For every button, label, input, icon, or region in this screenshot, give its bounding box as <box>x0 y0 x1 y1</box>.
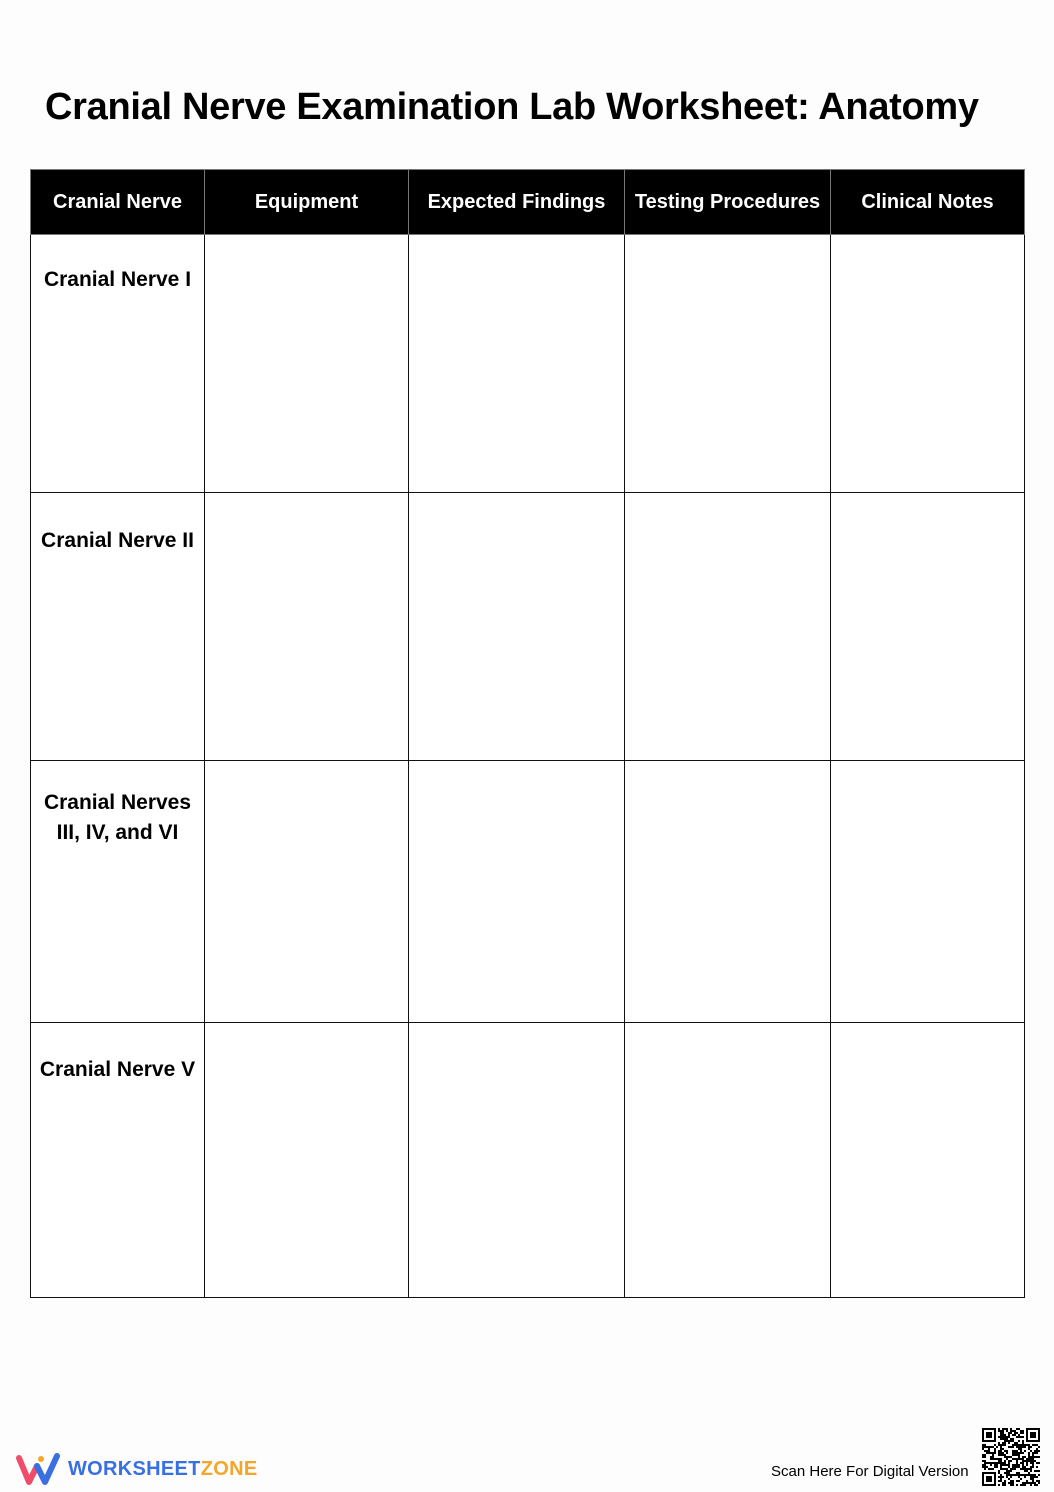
clinical-notes-cell[interactable] <box>831 1023 1025 1298</box>
header-expected-findings: Expected Findings <box>409 170 625 235</box>
equipment-cell[interactable] <box>205 493 409 761</box>
brand-part-worksheet: WORKSHEET <box>68 1457 201 1480</box>
table-row <box>31 1023 1025 1298</box>
testing-procedures-cell[interactable] <box>625 1023 831 1298</box>
nerve-cell <box>31 1023 205 1298</box>
nerve-cell <box>31 761 205 1023</box>
clinical-notes-cell[interactable] <box>831 761 1025 1023</box>
brand-part-zone: ZONE <box>200 1457 258 1480</box>
clinical-notes-cell[interactable] <box>831 235 1025 493</box>
table-row <box>31 761 1025 1023</box>
header-cranial-nerve: Cranial Nerve <box>31 170 205 235</box>
nerve-cell <box>31 235 205 493</box>
nerve-label-line-2: III, IV, and VI <box>56 821 179 844</box>
table-row <box>31 493 1025 761</box>
header-testing-procedures: Testing Procedures <box>625 170 831 235</box>
expected-findings-cell[interactable] <box>409 235 625 493</box>
equipment-cell[interactable] <box>205 761 409 1023</box>
nerve-label: Cranial Nerve V <box>39 1058 196 1081</box>
worksheet-table <box>30 169 1025 1298</box>
clinical-notes-cell[interactable] <box>831 493 1025 761</box>
header-clinical-notes: Clinical Notes <box>831 170 1025 235</box>
expected-findings-cell[interactable] <box>409 1023 625 1298</box>
qr-code-icon[interactable] <box>982 1428 1040 1486</box>
testing-procedures-cell[interactable] <box>625 493 831 761</box>
scan-text: Scan Here For Digital Version <box>771 1463 969 1480</box>
expected-findings-cell[interactable] <box>409 493 625 761</box>
nerve-label: Cranial Nerve II <box>41 529 194 552</box>
header-equipment: Equipment <box>205 170 409 235</box>
table-row <box>31 235 1025 493</box>
testing-procedures-cell[interactable] <box>625 761 831 1023</box>
equipment-cell[interactable] <box>205 235 409 493</box>
table-header-row <box>31 170 1025 235</box>
expected-findings-cell[interactable] <box>409 761 625 1023</box>
equipment-cell[interactable] <box>205 1023 409 1298</box>
testing-procedures-cell[interactable] <box>625 235 831 493</box>
nerve-label: Cranial Nerve I <box>43 268 192 291</box>
page-title: Cranial Nerve Examination Lab Worksheet: Anatomy <box>45 86 979 128</box>
nerve-cell <box>31 493 205 761</box>
worksheetzone-logo[interactable] <box>16 1452 257 1486</box>
nerve-label-line-1: Cranial Nerves <box>43 791 192 814</box>
worksheetzone-w-logo-icon <box>16 1452 60 1486</box>
brand-name <box>68 1458 257 1481</box>
